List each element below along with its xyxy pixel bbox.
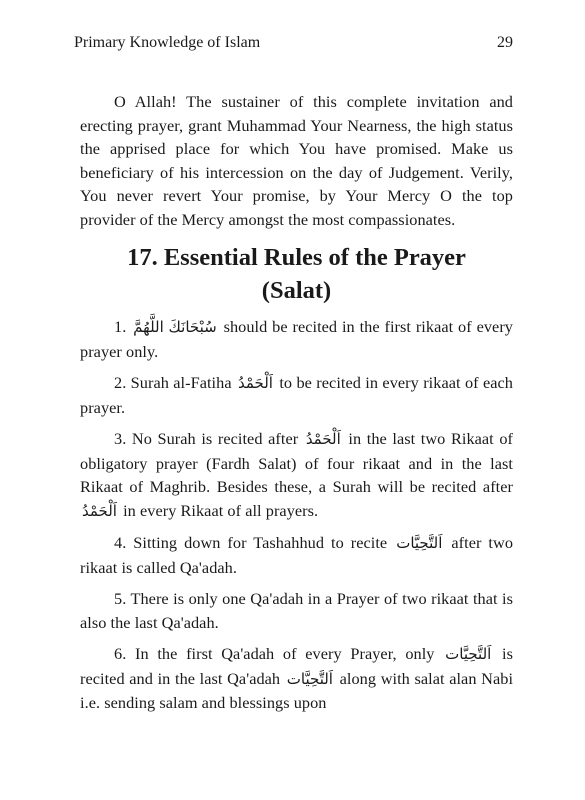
rule-5: 5. There is only one Qa'adah in a Prayer of two rikaat that is also the last Qa'adah. (80, 589, 513, 632)
page-body (80, 90, 513, 715)
rule-6 (80, 642, 513, 715)
arabic-tahiyyat: اَلتَّحِيَّات (396, 534, 443, 552)
rule-3-text-c: in every Rikaat of all prayers. (123, 500, 319, 520)
rule-6-text-b: is recited and in the last Qa'adah (80, 644, 513, 688)
rule-2-text-a: 2. Surah al-Fatiha (114, 373, 232, 392)
rule-3-text-b: in the last two Rikaat of obligatory prayer (Fardh Salat) of four rikaat and in the last Rikaat of Maghrib. Besides these, a Surah will be recited after (80, 429, 514, 496)
rule-6-text-a: 6. In the first Qa'adah of every Prayer, only (114, 644, 435, 663)
rule-6-text-c: along with salat alan Nabi i.e. sending salam and blessings upon (80, 668, 514, 712)
page-number: 29 (497, 34, 513, 51)
arabic-alhamd: اَلْحَمْدُ (305, 430, 341, 448)
section-heading (80, 241, 513, 307)
rule-2-text-b: to be recited in every rikaat of each prayer. (80, 373, 513, 417)
section-heading-line-1: 17. Essential Rules of the Prayer (127, 244, 466, 271)
arabic-subhanaka: سُبْحَانَكَ اللَّهُمَّ (133, 318, 217, 336)
rule-3-text-a: 3. No Surah is recited after (114, 429, 299, 448)
rule-1 (80, 315, 513, 363)
rule-4-text-b: after two rikaat is called Qa'adah. (80, 533, 514, 577)
rule-4 (80, 531, 513, 579)
section-heading-line-2: (Salat) (261, 277, 332, 304)
rule-3 (80, 427, 513, 523)
rule-2 (80, 371, 513, 419)
arabic-alhamd: اَلْحَمْدُ (237, 374, 273, 392)
rule-1-number: 1. (114, 317, 127, 336)
arabic-tahiyyat: اَلتَّحِيَّات (445, 645, 492, 663)
arabic-tahiyyat: اَلتَّحِيَّات (286, 669, 333, 688)
intro-paragraph: O Allah! The sustainer of this complete invitation and erecting prayer, grant Muhammad Your Nearness, the high status the apprised place for which You have promised. Make us beneficiary of his intercession on the day of Judgement. Verily, You never revert Your promise, by Your Mercy O the top provider of the Mercy amongst the most compassionates. (80, 92, 513, 229)
arabic-alhamd: اَلْحَمْدُ (82, 501, 117, 520)
rule-1-text: should be recited in the first rikaat of every prayer only. (80, 317, 513, 361)
rule-4-text-a: 4. Sitting down for Tashahhud to recite (114, 533, 388, 552)
page-header (74, 34, 513, 56)
running-title: Primary Knowledge of Islam (74, 34, 261, 51)
